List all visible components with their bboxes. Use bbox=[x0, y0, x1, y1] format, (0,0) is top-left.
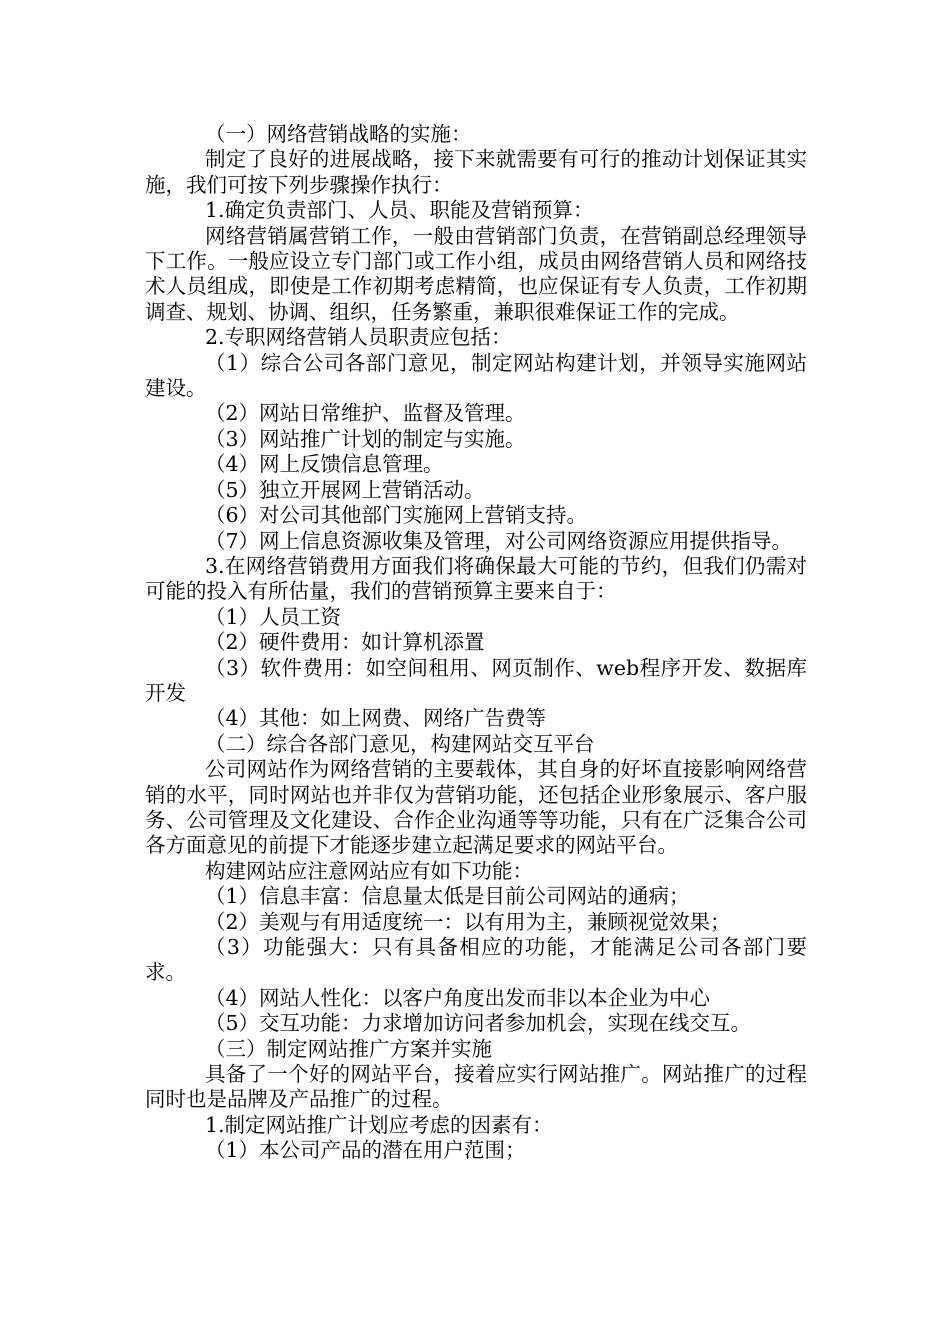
paragraph: 网络营销属营销工作，一般由营销部门负责，在营销副总经理领导下工作。一般应设立专门部门或工作小组，成员由网络营销人员和网络技术人员组成，即使是工作初期考虑精简，也应保证有专人负责，工作初期调查、规划、协调、组织，任务繁重，兼职很难保证工作的完成。 bbox=[145, 223, 807, 324]
paragraph: 制定了良好的进展战略，接下来就需要有可行的推动计划保证其实施，我们可按下列步骤操作执行： bbox=[145, 147, 807, 197]
numbered-heading: 1.确定负责部门、人员、职能及营销预算： bbox=[205, 198, 594, 223]
numbered-heading: 2.专职网络营销人员职责应包括： bbox=[205, 325, 512, 350]
list-item: （4）网上反馈信息管理。 bbox=[205, 452, 444, 477]
list-item: （1）人员工资 bbox=[205, 604, 342, 629]
list-item: （6）对公司其他部门实施网上营销支持。 bbox=[205, 503, 588, 528]
paragraph: 公司网站作为网络营销的主要载体，其自身的好坏直接影响网络营销的水平，同时网站也并非仅为营销功能，还包括企业形象展示、客户服务、公司管理及文化建设、合作企业沟通等等功能，只有在广泛集合公司各方面意见的前提下才能逐步建立起满足要求的网站平台。 bbox=[145, 757, 807, 858]
list-item: （3）功能强大：只有具备相应的功能，才能满足公司各部门要求。 bbox=[145, 935, 807, 985]
paragraph: 具备了一个好的网站平台，接着应实行网站推广。网站推广的过程同时也是品牌及产品推广的过程。 bbox=[145, 1062, 807, 1112]
list-item: （1）信息丰富：信息量太低是目前公司网站的通病； bbox=[205, 884, 690, 909]
section-heading-1: （一）网络营销战略的实施： bbox=[205, 122, 472, 146]
paragraph: 构建网站应注意网站应有如下功能： bbox=[205, 858, 533, 883]
section-heading-2: （二）综合各部门意见，构建网站交互平台 bbox=[205, 731, 595, 756]
section-heading-3: （三）制定网站推广方案并实施 bbox=[205, 1036, 492, 1061]
list-item: （4）其他：如上网费、网络广告费等 bbox=[205, 706, 547, 731]
list-item: （1）综合公司各部门意见，制定网站构建计划，并领导实施网站建设。 bbox=[145, 350, 807, 401]
list-item: （2）美观与有用适度统一：以有用为主，兼顾视觉效果； bbox=[205, 909, 731, 934]
list-item: （3）网站推广计划的制定与实施。 bbox=[205, 426, 526, 451]
list-item: （5）交互功能：力求增加访问者参加机会，实现在线交互。 bbox=[205, 1011, 752, 1036]
list-item: （5）独立开展网上营销活动。 bbox=[205, 477, 485, 502]
numbered-heading: 3.在网络营销费用方面我们将确保最大可能的节约，但我们仍需对可能的投入有所估量，我们的营销预算主要来自于： bbox=[145, 553, 807, 604]
list-item: （2）网站日常维护、监督及管理。 bbox=[205, 401, 526, 426]
list-item: （7）网上信息资源收集及管理，对公司网络资源应用提供指导。 bbox=[205, 528, 793, 553]
list-item: （4）网站人性化：以客户角度出发而非以本企业为中心 bbox=[205, 985, 711, 1010]
list-item: （1）本公司产品的潜在用户范围； bbox=[205, 1138, 526, 1163]
numbered-heading: 1.制定网站推广计划应考虑的因素有： bbox=[205, 1112, 553, 1137]
list-item: （3）软件费用：如空间租用、网页制作、web程序开发、数据库开发 bbox=[145, 655, 807, 705]
document-body bbox=[145, 122, 807, 1164]
list-item: （2）硬件费用：如计算机添置 bbox=[205, 630, 485, 655]
